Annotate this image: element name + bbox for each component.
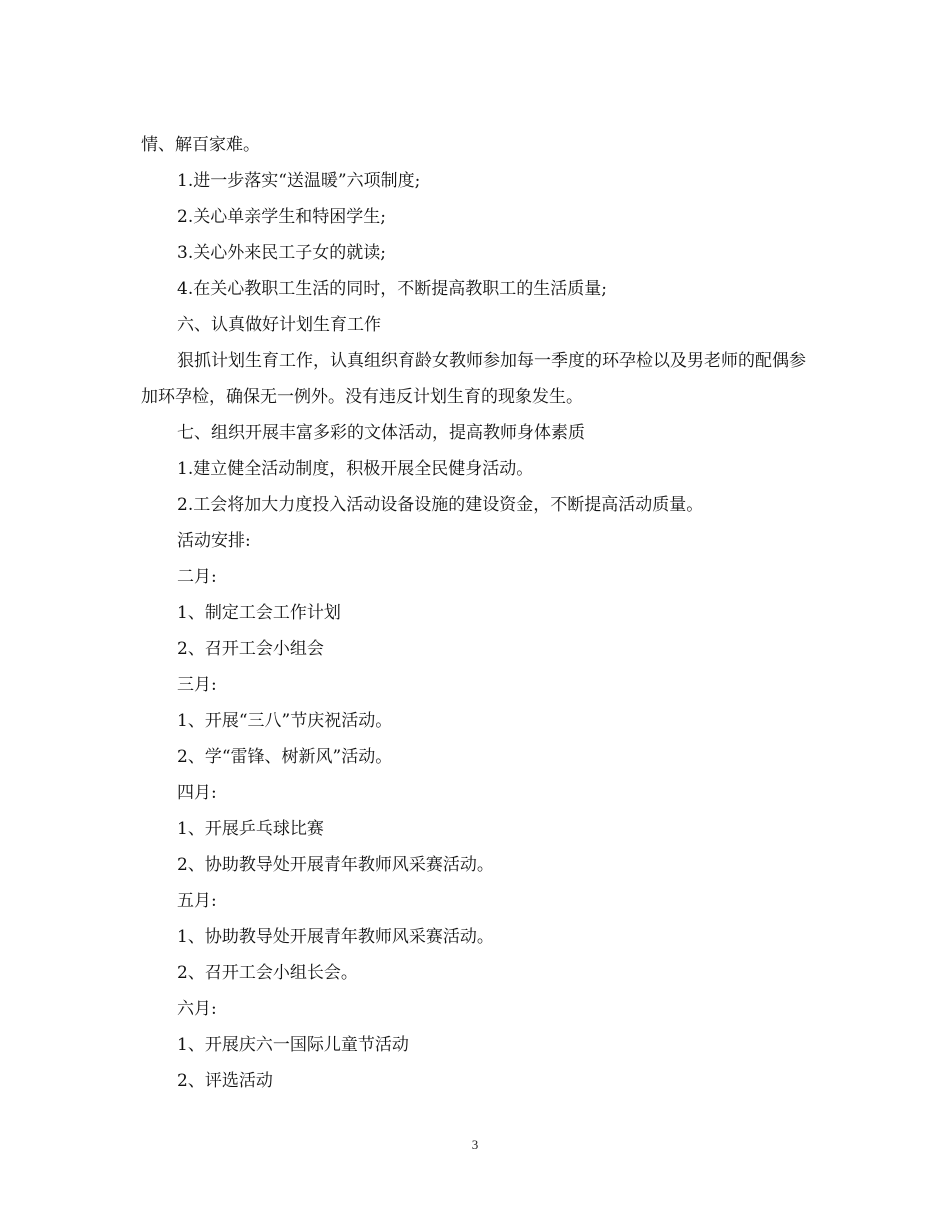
list-item: 2、召开工会小组会 <box>177 639 324 659</box>
list-item: 1.建立健全活动制度，积极开展全民健身活动。 <box>177 459 534 479</box>
month-heading: 三月: <box>177 675 217 695</box>
list-item: 4.在关心教职工生活的同时，不断提高教职工的生活质量; <box>177 279 607 299</box>
paragraph: 狠抓计划生育工作，认真组织育龄女教师参加每一季度的环孕检以及男老师的配偶参加环孕检，确保无一例外。没有违反计划生育的现象发生。 <box>141 351 806 407</box>
list-item: 2、召开工会小组长会。 <box>177 963 358 983</box>
list-item: 1.进一步落实“送温暖”六项制度; <box>177 171 421 191</box>
text-line: 情、解百家难。 <box>141 135 260 155</box>
list-item: 2、协助教导处开展青年教师风采赛活动。 <box>177 855 494 875</box>
section-heading: 七、组织开展丰富多彩的文体活动，提高教师身体素质 <box>177 423 585 443</box>
list-item: 1、协助教导处开展青年教师风采赛活动。 <box>177 927 494 947</box>
month-heading: 四月: <box>177 783 217 803</box>
document-body <box>141 127 811 1099</box>
list-item: 1、开展庆六一国际儿童节活动 <box>177 1035 409 1055</box>
list-item: 1、开展“三八”节庆祝活动。 <box>177 711 393 731</box>
month-heading: 六月: <box>177 999 217 1019</box>
list-item: 2、学“雷锋、树新风”活动。 <box>177 747 393 767</box>
list-item: 3.关心外来民工子女的就读; <box>177 243 386 263</box>
list-item: 1、制定工会工作计划 <box>177 603 341 623</box>
section-heading: 六、认真做好计划生育工作 <box>177 315 381 335</box>
list-item: 1、开展乒乓球比赛 <box>177 819 324 839</box>
month-heading: 二月: <box>177 567 217 587</box>
month-heading: 五月: <box>177 891 217 911</box>
list-item: 2.关心单亲学生和特困学生; <box>177 207 386 227</box>
list-item: 2.工会将加大力度投入活动设备设施的建设资金，不断提高活动质量。 <box>177 495 704 515</box>
list-item: 2、评选活动 <box>177 1071 273 1091</box>
page-number: 3 <box>471 1137 479 1152</box>
schedule-heading: 活动安排: <box>177 531 251 551</box>
